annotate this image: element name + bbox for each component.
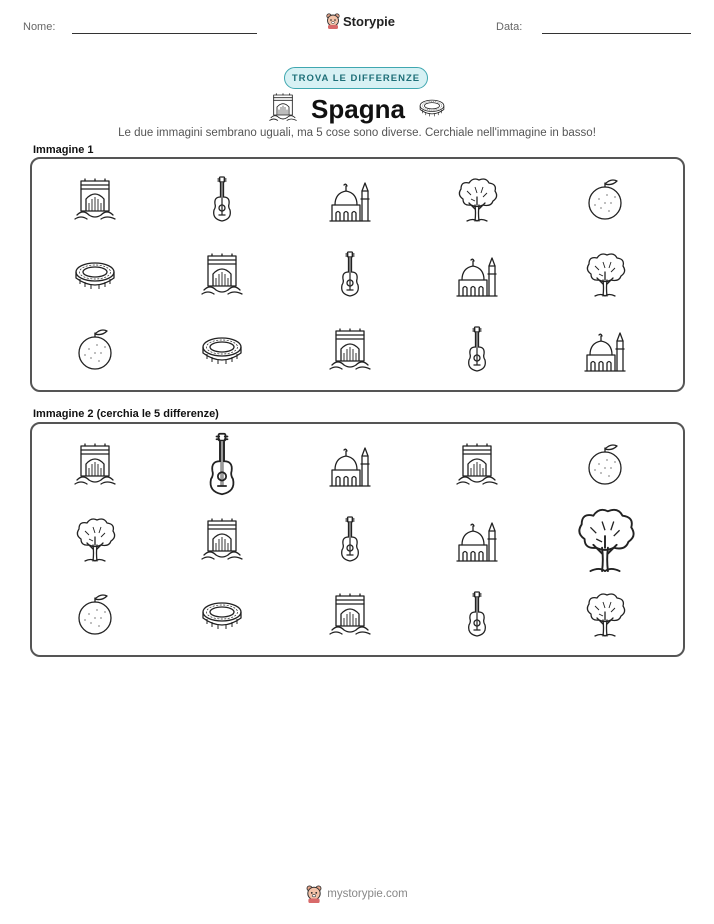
image2-panel[interactable] bbox=[30, 422, 685, 657]
grid-cell[interactable] bbox=[186, 503, 258, 575]
aqueduct-icon bbox=[326, 590, 374, 638]
bullring-icon bbox=[417, 92, 447, 122]
grid-cell[interactable] bbox=[59, 503, 131, 575]
mosque-icon bbox=[581, 325, 629, 373]
tree-icon bbox=[453, 175, 501, 223]
tree-icon bbox=[71, 515, 119, 563]
grid-cell[interactable] bbox=[441, 503, 513, 575]
aqueduct-icon bbox=[198, 515, 246, 563]
guitar-icon bbox=[326, 250, 374, 298]
aqueduct-icon bbox=[71, 440, 119, 488]
grid-cell bbox=[569, 313, 641, 385]
orange-icon bbox=[71, 325, 119, 373]
grid-cell bbox=[186, 238, 258, 310]
grid-cell bbox=[441, 313, 513, 385]
grid-cell bbox=[59, 163, 131, 235]
grid-cell bbox=[59, 238, 131, 310]
footer-url[interactable]: mystorypie.com bbox=[327, 888, 408, 900]
aqueduct-icon bbox=[71, 175, 119, 223]
page-title: Spagna bbox=[311, 93, 405, 124]
tree-icon bbox=[581, 590, 629, 638]
brand-logo bbox=[326, 13, 395, 29]
date-line[interactable] bbox=[542, 33, 691, 34]
name-label: Nome: bbox=[23, 21, 56, 33]
bullring-icon bbox=[198, 325, 246, 373]
grid-cell[interactable] bbox=[186, 428, 258, 500]
guitar-icon bbox=[453, 325, 501, 373]
guitar-icon bbox=[189, 431, 255, 497]
grid-cell bbox=[314, 313, 386, 385]
grid-cell[interactable] bbox=[59, 578, 131, 650]
grid-cell bbox=[441, 163, 513, 235]
grid-cell bbox=[441, 238, 513, 310]
instructions: Le due immagini sembrano uguali, ma 5 cose sono diverse. Cerchiale nell'immagine in basso! bbox=[118, 127, 596, 139]
activity-badge: TROVA LE DIFFERENZE bbox=[284, 67, 428, 89]
title-row bbox=[0, 92, 714, 126]
grid-cell bbox=[314, 238, 386, 310]
grid-cell bbox=[569, 163, 641, 235]
bear-icon bbox=[306, 885, 322, 903]
grid-cell[interactable] bbox=[569, 578, 641, 650]
grid-cell[interactable] bbox=[314, 503, 386, 575]
grid-cell[interactable] bbox=[569, 503, 641, 575]
grid-cell[interactable] bbox=[441, 578, 513, 650]
grid-cell bbox=[59, 313, 131, 385]
date-label: Data: bbox=[496, 21, 523, 33]
brand-name: Storypie bbox=[343, 13, 396, 29]
image1-label: Immagine 1 bbox=[33, 144, 94, 156]
guitar-icon bbox=[198, 175, 246, 223]
mosque-icon bbox=[326, 440, 374, 488]
aqueduct-icon bbox=[326, 325, 374, 373]
orange-icon bbox=[71, 590, 119, 638]
orange-icon bbox=[581, 175, 629, 223]
grid-cell bbox=[186, 163, 258, 235]
mosque-icon bbox=[326, 175, 374, 223]
image1-panel bbox=[30, 157, 685, 392]
mosque-icon bbox=[453, 515, 501, 563]
bullring-decoration bbox=[417, 92, 447, 127]
mosque-icon bbox=[453, 250, 501, 298]
grid-cell[interactable] bbox=[314, 578, 386, 650]
grid-cell[interactable] bbox=[59, 428, 131, 500]
tree-icon bbox=[570, 504, 640, 574]
image2-label: Immagine 2 (cerchia le 5 differenze) bbox=[33, 408, 219, 420]
tree-icon bbox=[581, 250, 629, 298]
bear-icon bbox=[326, 13, 340, 29]
footer bbox=[0, 885, 714, 903]
grid-cell[interactable] bbox=[186, 578, 258, 650]
orange-icon bbox=[581, 440, 629, 488]
name-line[interactable] bbox=[72, 33, 257, 34]
aqueduct-icon bbox=[267, 91, 299, 123]
grid-cell bbox=[186, 313, 258, 385]
aqueduct-decoration bbox=[267, 91, 299, 128]
aqueduct-icon bbox=[453, 440, 501, 488]
grid-cell bbox=[569, 238, 641, 310]
guitar-icon bbox=[453, 590, 501, 638]
aqueduct-icon bbox=[198, 250, 246, 298]
grid-cell[interactable] bbox=[314, 428, 386, 500]
grid-cell[interactable] bbox=[441, 428, 513, 500]
bullring-icon bbox=[198, 590, 246, 638]
guitar-icon bbox=[326, 515, 374, 563]
grid-cell bbox=[314, 163, 386, 235]
grid-cell[interactable] bbox=[569, 428, 641, 500]
bullring-icon bbox=[71, 250, 119, 298]
